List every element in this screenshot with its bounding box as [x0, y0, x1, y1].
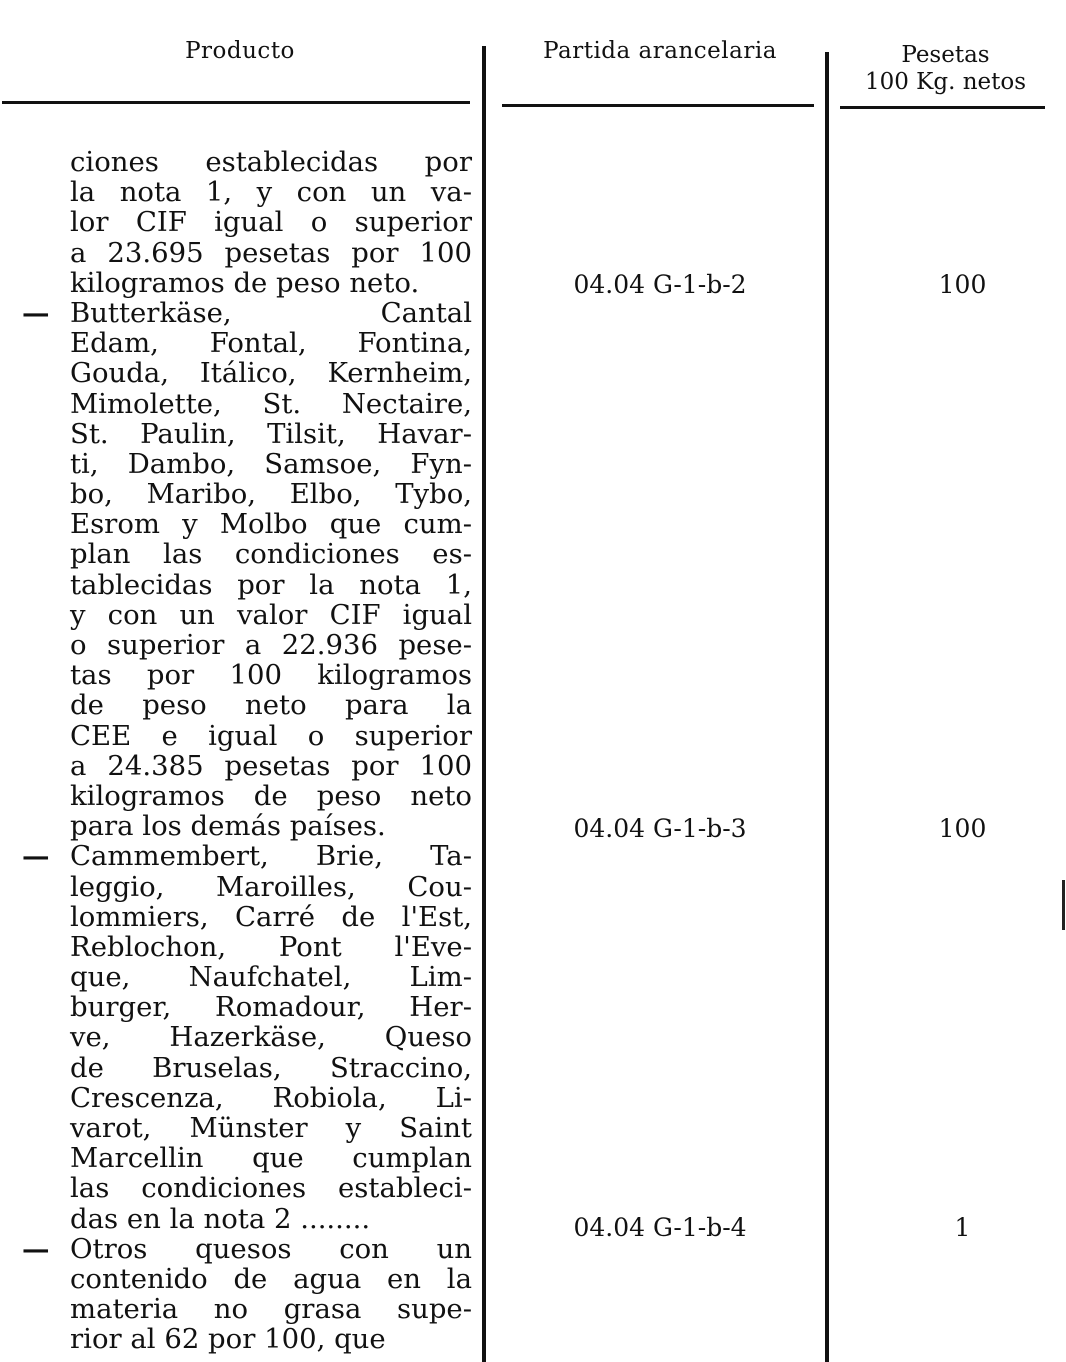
text-line-content: Edam, Fontal, Fontina, [70, 327, 472, 360]
text-line-content: kilogramos de peso neto. [70, 266, 420, 299]
text-line [0, 238, 472, 268]
text-line-content: lommiers, Carré de l'Est, [70, 900, 472, 933]
row-3-partida: 04.04 G-1-b-4 [573, 1213, 747, 1242]
text-line-content: Gouda, Itálico, Kernheim, [70, 357, 472, 390]
text-line-content: bo, Maribo, Elbo, Tybo, [70, 478, 472, 511]
text-line [0, 177, 472, 207]
row-1-pesetas: 100 [938, 270, 987, 299]
text-line-content: Reblochon, Pont l'Eve- [70, 930, 472, 963]
text-line [0, 268, 472, 298]
text-line-content: tablecidas por la nota 1, [70, 568, 472, 601]
text-line-content: Otros quesos con un [70, 1232, 472, 1265]
text-line-content: contenido de agua en la [70, 1262, 472, 1295]
text-line-content: St. Paulin, Tilsit, Havar- [70, 417, 472, 450]
text-line-content: Crescenza, Robiola, Li- [70, 1081, 472, 1114]
text-line-content: lor CIF igual o superior [70, 206, 472, 239]
text-line-content: ti, Dambo, Samsoe, Fyn- [70, 447, 472, 480]
column-divider-2 [825, 52, 829, 1362]
text-line-content: tas por 100 kilogramos [70, 659, 472, 692]
text-line [0, 992, 472, 1022]
item-dash: — [22, 1232, 50, 1265]
text-line-content: de peso neto para la [70, 689, 472, 722]
text-line [0, 298, 472, 328]
text-line-content: Butterkäse, Cantal [70, 296, 472, 329]
row-2-pesetas: 100 [938, 814, 987, 843]
text-line-content: CEE e igual o superior [70, 719, 472, 752]
item-dash: — [22, 296, 50, 329]
text-line [0, 570, 472, 600]
text-line [0, 781, 472, 811]
text-line [0, 841, 472, 871]
text-line [0, 1264, 472, 1294]
row-3-pesetas: 1 [954, 1213, 971, 1242]
text-line-content: la nota 1, y con un va- [70, 176, 472, 209]
header-rule-pesetas [840, 106, 1045, 109]
text-line-content: para los demás países. [70, 810, 386, 843]
text-line [0, 1234, 472, 1264]
text-line-content: ve, Hazerkäse, Queso [70, 1021, 472, 1054]
column-divider-1 [482, 46, 486, 1362]
text-line [0, 207, 472, 237]
text-line [0, 419, 472, 449]
text-line [0, 932, 472, 962]
text-line-content: o superior a 22.936 pese- [70, 629, 472, 661]
text-line [0, 600, 472, 630]
text-line [0, 1204, 472, 1234]
text-line [0, 147, 472, 177]
text-line-content: ciones establecidas por [70, 146, 472, 178]
text-line-content: plan las condiciones es- [70, 538, 472, 571]
text-line [0, 630, 472, 660]
text-line-content: Esrom y Molbo que cum- [70, 508, 472, 541]
text-line [0, 1143, 472, 1173]
text-line [0, 721, 472, 751]
text-line-content: las condiciones estableci- [70, 1172, 472, 1205]
text-line [0, 811, 472, 841]
scan-edge-mark [1062, 880, 1065, 930]
text-line-content: a 23.695 pesetas por 100 [70, 236, 472, 269]
text-line-content: das en la nota 2 ........ [70, 1202, 371, 1235]
text-line-content: a 24.385 pesetas por 100 [70, 749, 472, 782]
header-rule-producto [2, 101, 470, 104]
text-line [0, 1083, 472, 1113]
text-line [0, 389, 472, 419]
text-line [0, 479, 472, 509]
text-line [0, 1173, 472, 1203]
text-line-content: leggio, Maroilles, Cou- [70, 870, 472, 903]
text-line [0, 902, 472, 932]
text-line [0, 328, 472, 358]
text-line-content: materia no grasa supe- [70, 1293, 472, 1326]
text-line [0, 690, 472, 720]
text-line-content: Mimolette, St. Nectaire, [70, 387, 472, 420]
text-line [0, 1053, 472, 1083]
header-rule-partida [502, 104, 814, 107]
header-pesetas-line1: Pesetas [901, 42, 990, 68]
text-line [0, 509, 472, 539]
item-dash: — [22, 840, 50, 873]
text-line-content: de Bruselas, Straccino, [70, 1051, 472, 1084]
text-line-content: rior al 62 por 100, que [70, 1323, 386, 1356]
header-partida-arancelaria: Partida arancelaria [543, 38, 777, 64]
text-line [0, 962, 472, 992]
header-pesetas [838, 42, 1053, 96]
text-line [0, 1294, 472, 1324]
text-line-content: burger, Romadour, Her- [70, 991, 472, 1024]
text-line-content: que, Naufchatel, Lim- [70, 961, 472, 994]
text-line-content: y con un valor CIF igual [70, 598, 472, 631]
text-line [0, 539, 472, 569]
text-line [0, 449, 472, 479]
text-line-content: Marcellin que cumplan [70, 1142, 472, 1175]
text-line [0, 358, 472, 388]
producto-description-text [0, 147, 478, 1355]
text-line-content: kilogramos de peso neto [70, 779, 472, 812]
text-line [0, 660, 472, 690]
text-line [0, 751, 472, 781]
text-line [0, 1022, 472, 1052]
text-line [0, 1113, 472, 1143]
row-2-partida: 04.04 G-1-b-3 [573, 814, 747, 843]
text-line [0, 1324, 472, 1354]
row-1-partida: 04.04 G-1-b-2 [573, 270, 747, 299]
text-line [0, 872, 472, 902]
text-line-content: Cammembert, Brie, Ta- [70, 840, 472, 873]
header-producto: Producto [185, 38, 295, 64]
text-line-content: varot, Münster y Saint [70, 1112, 472, 1144]
header-pesetas-line2: 100 Kg. netos [864, 69, 1027, 95]
